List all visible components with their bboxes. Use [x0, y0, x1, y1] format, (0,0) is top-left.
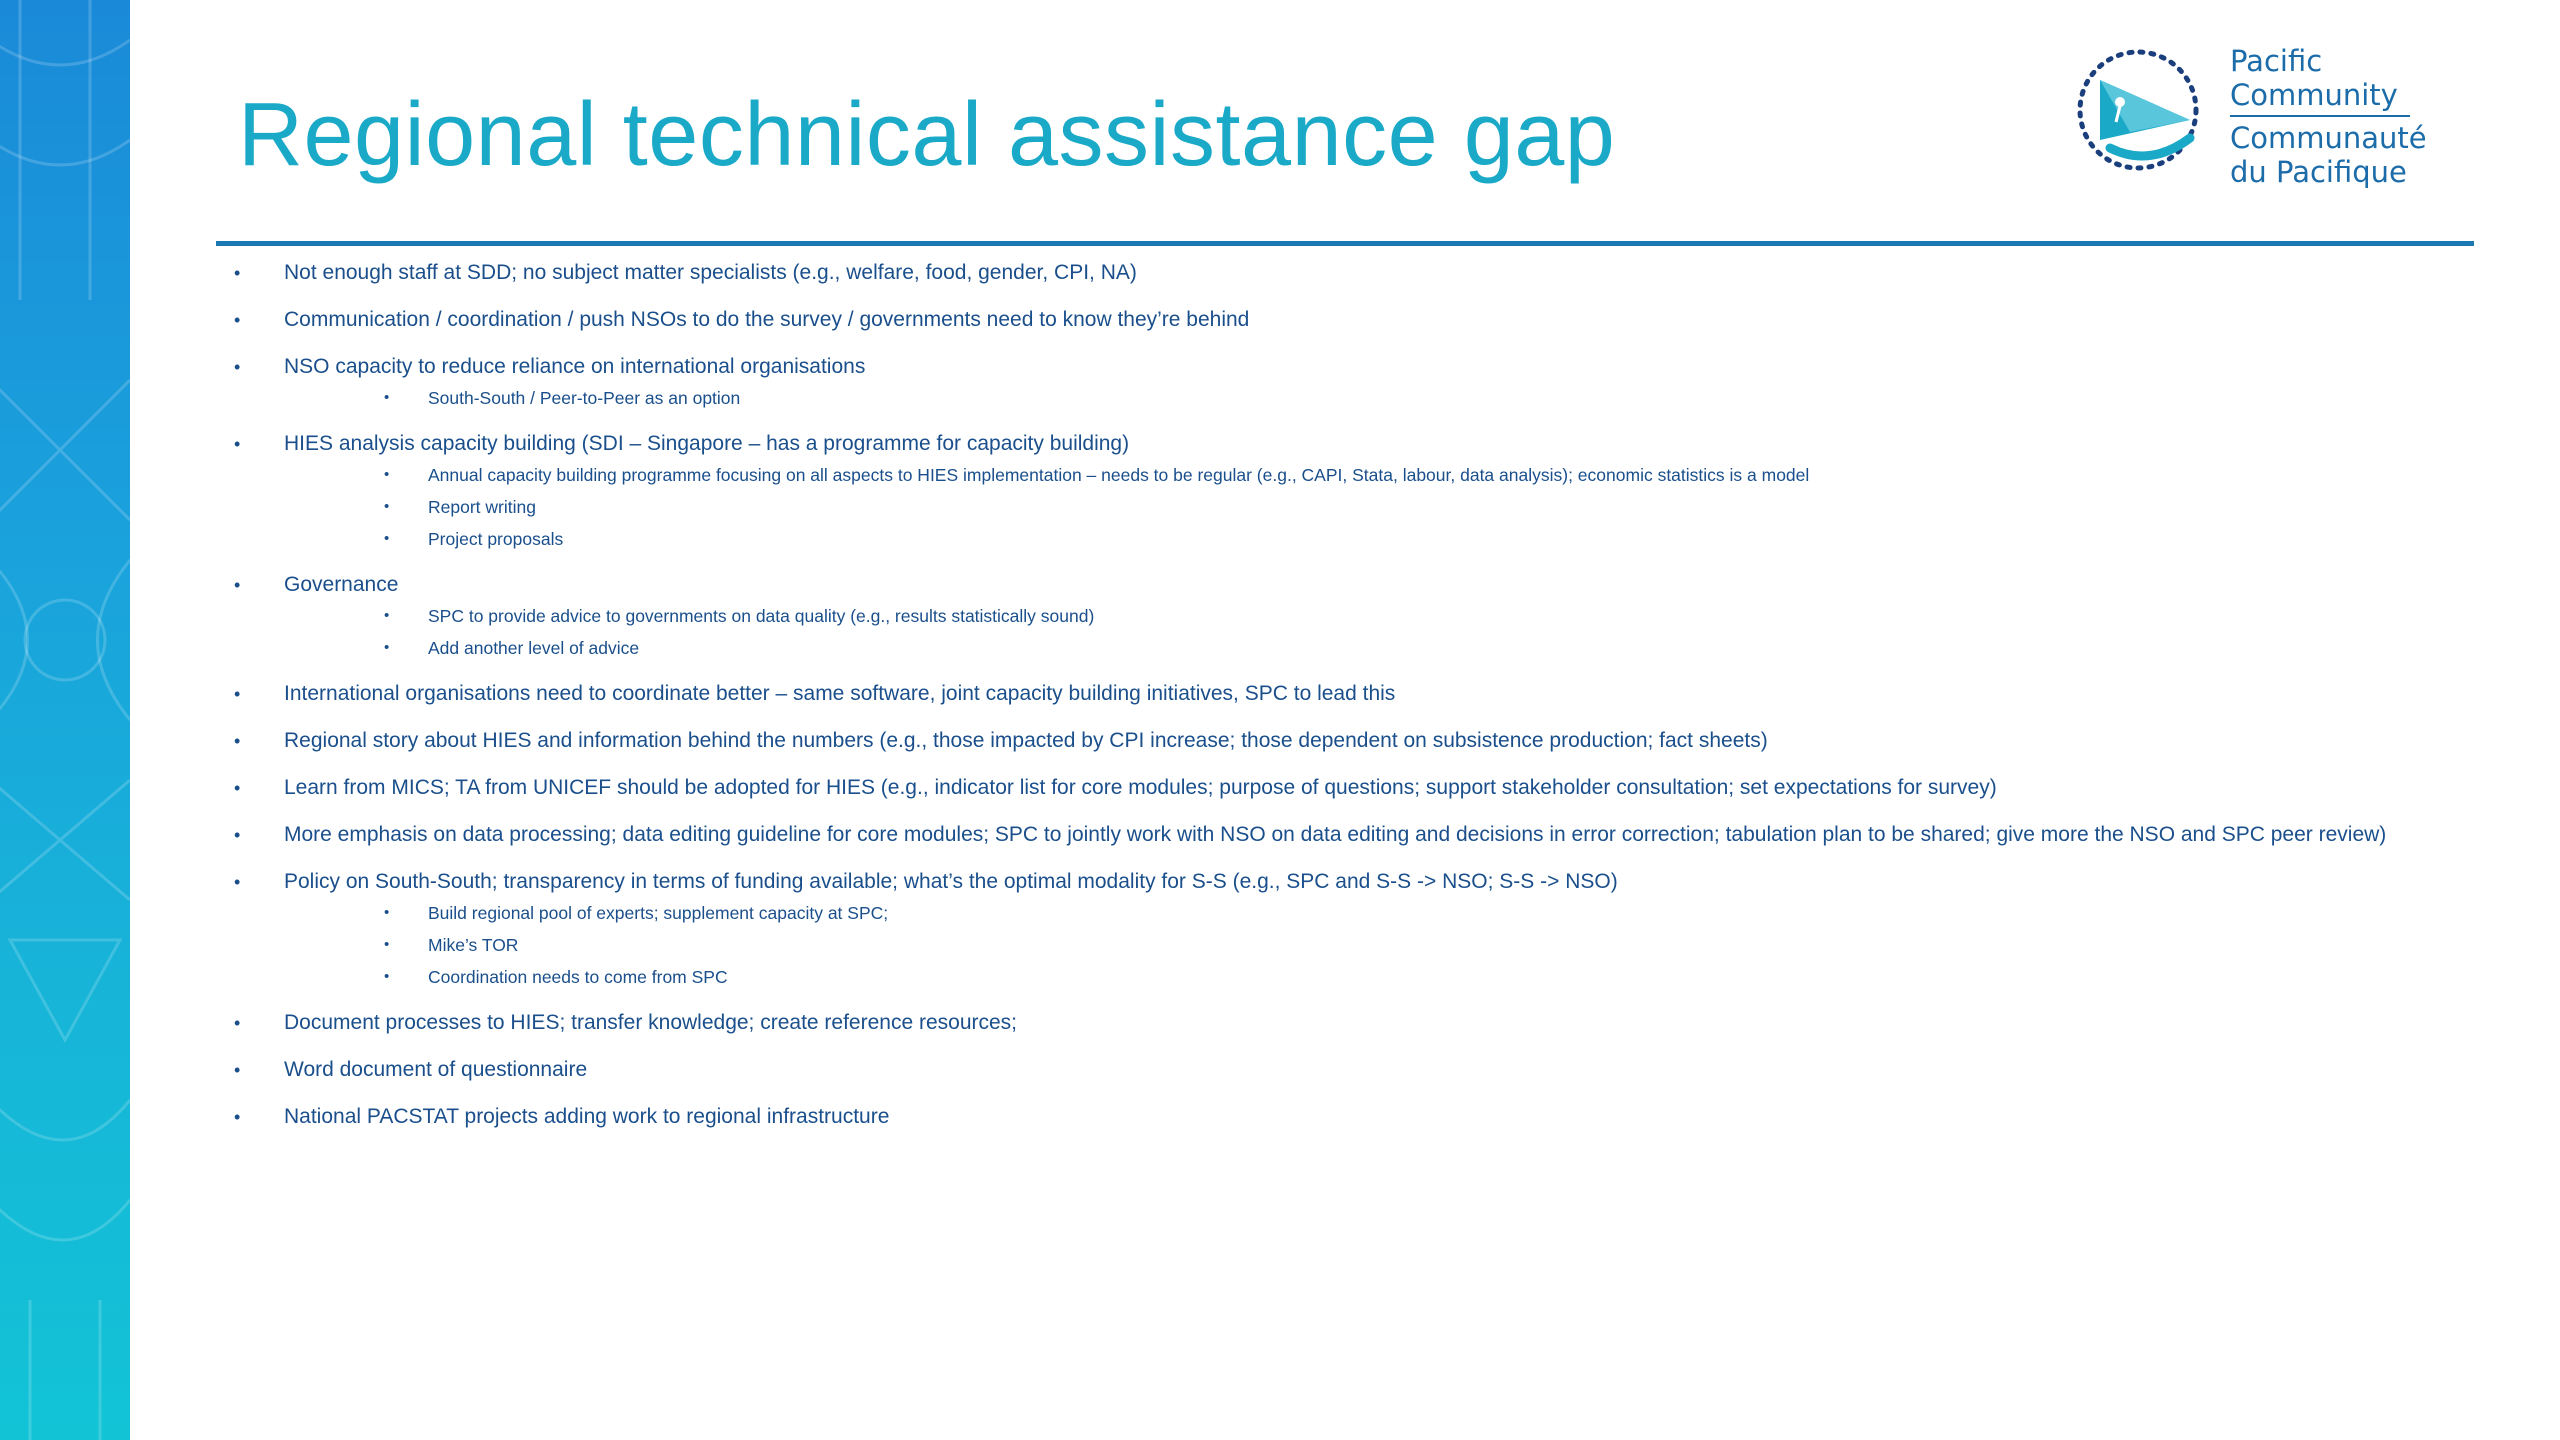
list-item-text: Not enough staff at SDD; no subject matter specialists (e.g., welfare, food, gender, CPI, NA) [284, 261, 1137, 284]
list-item-text: Governance [284, 573, 399, 596]
list-item [230, 777, 2460, 799]
list-item-text: Word document of questionnaire [284, 1058, 588, 1081]
sub-list-item: • Project proposals [380, 529, 2460, 549]
sub-list-item: • Coordination needs to come from SPC [380, 967, 2460, 987]
sub-list-item: • Add another level of advice [380, 638, 2460, 658]
sub-list [284, 903, 2460, 987]
decorative-left-band [0, 0, 130, 1440]
sub-list-item: • SPC to provide advice to governments on data quality (e.g., results statistically sound) [380, 606, 2460, 626]
list-item-text: National PACSTAT projects adding work to regional infrastructure [284, 1105, 890, 1128]
list-item [230, 730, 2460, 752]
slide-title: Regional technical assistance gap [238, 85, 1616, 185]
list-item [230, 1059, 2460, 1081]
list-item [230, 262, 2460, 284]
logo-line-du-pacifique: du Pacifique [2230, 155, 2407, 189]
list-item-text: International organisations need to coordinate better – same software, joint capacity building initiatives, SPC to lead this [284, 682, 1396, 705]
sub-list [284, 465, 2460, 549]
sub-list [284, 388, 2460, 408]
pacific-community-logo [2070, 40, 2450, 190]
list-item [230, 1012, 2460, 1034]
logo-line-communaute: Communauté [2230, 121, 2427, 155]
sub-list-item: • South-South / Peer-to-Peer as an option [380, 388, 2460, 408]
sub-list-item: • Report writing [380, 497, 2460, 517]
list-item-text: Document processes to HIES; transfer knowledge; create reference resources; [284, 1011, 1018, 1034]
list-item-text: Communication / coordination / push NSOs to do the survey / governments need to know they’re behind [284, 308, 1250, 331]
sub-list-item: • Build regional pool of experts; supplement capacity at SPC; [380, 903, 2460, 923]
tapa-pattern [0, 0, 130, 1440]
list-item-text: Policy on South-South; transparency in terms of funding available; what’s the optimal modality for S-S (e.g., SPC and S-S -> NSO; S-S -> NSO) [284, 870, 1618, 893]
list-item [230, 824, 2434, 846]
list-item-text: Learn from MICS; TA from UNICEF should be adopted for HIES (e.g., indicator list for core modules; purpose of questions; support stakeholder consultation; set expectations for survey) [284, 776, 1997, 799]
list-item-text: HIES analysis capacity building (SDI – Singapore – has a programme for capacity building) [284, 432, 1130, 455]
sub-list [284, 606, 2460, 658]
list-item-text: Regional story about HIES and information behind the numbers (e.g., those impacted by CPI increase; those dependent on subsistence production; fact sheets) [284, 729, 1768, 752]
list-item [230, 433, 2460, 549]
logo-wordmark [2230, 44, 2427, 189]
title-divider [216, 241, 2474, 246]
logo-divider [2230, 115, 2410, 117]
list-item [230, 683, 2460, 705]
bullet-list [230, 262, 2460, 1128]
spc-emblem-icon [2070, 40, 2220, 190]
logo-line-community: Community [2230, 78, 2398, 112]
sub-list-item: • Mike’s TOR [380, 935, 2460, 955]
list-item-text: More emphasis on data processing; data editing guideline for core modules; SPC to jointly work with NSO on data editing and decisions in error correction; tabulation plan to be shared; give more the NSO and SPC peer review) [284, 823, 2387, 846]
sub-list-item: • Annual capacity building programme focusing on all aspects to HIES implementation – needs to be regular (e.g., CAPI, Stata, labour, data analysis); economic statistics is a model [380, 465, 2460, 485]
list-item [230, 309, 2460, 331]
list-item [230, 356, 2460, 408]
list-item-text: NSO capacity to reduce reliance on international organisations [284, 355, 866, 378]
list-item [230, 574, 2460, 658]
list-item [230, 871, 2460, 987]
logo-line-pacific: Pacific [2230, 44, 2323, 78]
list-item [230, 1106, 2460, 1128]
